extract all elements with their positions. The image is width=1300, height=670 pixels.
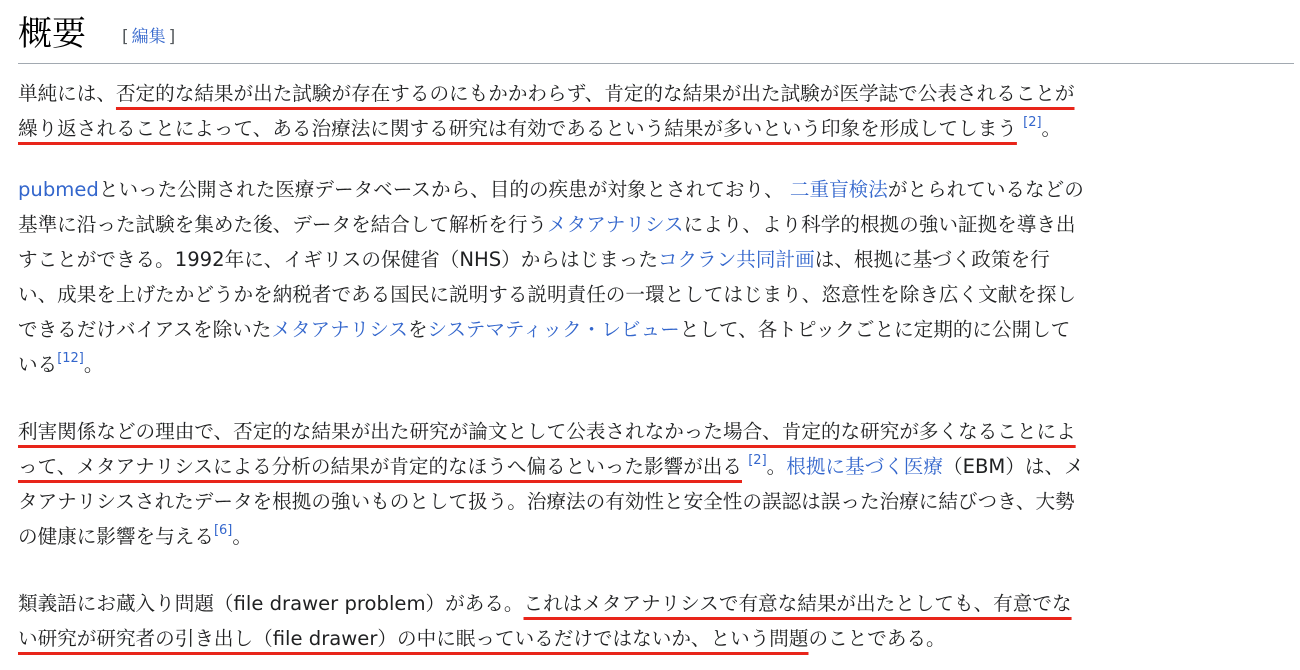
p3-line-1 <box>18 414 1280 449</box>
paragraph-4 <box>18 586 1280 656</box>
section-heading <box>18 8 1294 64</box>
p4-highlight-2: い研究が研究者の引き出し（file drawer）の中に眠っているだけではないか、という問題 <box>18 627 809 650</box>
paragraph-2 <box>18 172 1280 382</box>
p2-text: は、根拠に基づく政策を行 <box>814 248 1050 271</box>
p2-text: として、各トピックごとに定期的に公開して <box>679 318 1071 341</box>
p2-text: 基準に沿った試験を集めた後、データを結合して解析を行う <box>18 213 548 236</box>
citation-6-link[interactable]: [6] <box>213 523 233 538</box>
edit-bracket-close: ] <box>168 27 176 47</box>
p1-text-end: 。 <box>1041 117 1062 140</box>
p2-line-1 <box>18 172 1280 207</box>
link-cochrane[interactable]: コクラン共同計画 <box>657 248 815 271</box>
p3-text: タアナリシスされたデータを根拠の強いものとして扱う。治療法の有効性と安全性の誤認は誤った治療に結びつき、大勢 <box>18 490 1075 513</box>
citation-12[interactable] <box>57 351 84 366</box>
link-meta-analysis[interactable]: メタアナリシス <box>547 213 684 236</box>
link-double-blind[interactable]: 二重盲検法 <box>789 178 888 201</box>
p3-text: 。 <box>232 525 252 548</box>
link-systematic-review[interactable]: システマティック・レビュー <box>427 318 680 341</box>
edit-bracket-open: [ <box>122 27 129 47</box>
p1-line-1 <box>18 76 1280 111</box>
p1-text: 単純には、 <box>18 82 116 105</box>
p2-line-6 <box>18 347 1280 382</box>
citation-12-link[interactable]: [12] <box>57 351 84 366</box>
p4-text: 類義語にお蔵入り問題（file drawer problem）がある。 <box>18 592 524 615</box>
edit-link[interactable]: 編集 <box>131 27 166 47</box>
p4-highlight-1: これはメタアナリシスで有意な結果が出たとしても、有意でな <box>523 592 1072 615</box>
p1-highlight-2: 繰り返されることによって、ある治療法に関する研究は有効であるという結果が多いという印象を形成してしまう <box>18 117 1017 140</box>
p2-text: い、成果を上げたかどうかを納税者である国民に説明する説明責任の一環としてはじまり、恣意性を除き広く文献を探し <box>18 283 1077 306</box>
citation-2b-link[interactable]: [2] <box>748 453 767 468</box>
p3-highlight-1: 利害関係などの理由で、否定的な結果が出た研究が論文として公表されなかった場合、肯定的な研究が多くなることによ <box>18 420 1076 443</box>
p2-text: といった公開された医療データベースから、目的の疾患が対象とされており、 <box>98 178 790 201</box>
p2-text: すことができる。1992年に、イギリスの保健省（NHS）からはじまった <box>18 248 658 271</box>
citation-6[interactable] <box>214 523 232 538</box>
p2-line-4 <box>18 277 1280 312</box>
link-ebm[interactable]: 根拠に基づく医療 <box>786 455 943 478</box>
p2-text: を <box>407 318 428 341</box>
paragraph-1 <box>18 76 1280 146</box>
p2-line-2 <box>18 207 1280 242</box>
link-meta-analysis-2[interactable]: メタアナリシス <box>271 318 408 341</box>
p4-line-1 <box>18 586 1280 621</box>
paragraph-3 <box>18 414 1280 554</box>
p1-highlight-1: 否定的な結果が出た試験が存在するのにもかかわらず、肯定的な結果が出た試験が医学誌で公表されることが <box>115 82 1075 105</box>
p4-line-2 <box>18 621 1280 656</box>
citation-2-link[interactable]: [2] <box>1023 115 1042 130</box>
p2-line-5 <box>18 312 1280 347</box>
p3-text: 。 <box>766 455 787 478</box>
citation-2b[interactable] <box>748 453 766 468</box>
p3-highlight-2: って、メタアナリシスによる分析の結果が肯定的なほうへ偏るといった影響が出る <box>18 455 742 478</box>
p3-line-2 <box>18 449 1280 484</box>
p2-line-3 <box>18 242 1280 277</box>
p3-text: （EBM）は、メ <box>943 455 1084 478</box>
p3-line-4 <box>18 519 1280 554</box>
p2-text: いる <box>18 353 58 376</box>
section-title: 概要 <box>18 14 86 54</box>
p2-text: がとられているなどの <box>887 178 1084 201</box>
p4-text: のことである。 <box>808 627 946 650</box>
p2-text: できるだけバイアスを除いた <box>18 318 272 341</box>
p2-text: 。 <box>83 353 104 376</box>
p3-text: の健康に影響を与える <box>18 525 214 548</box>
link-pubmed[interactable]: pubmed <box>18 178 99 201</box>
p3-line-3 <box>18 484 1280 519</box>
p2-text: により、より科学的根拠の強い証拠を導き出 <box>683 213 1076 236</box>
citation-2[interactable] <box>1023 115 1041 130</box>
edit-section <box>122 25 175 49</box>
p1-line-2 <box>18 111 1280 146</box>
